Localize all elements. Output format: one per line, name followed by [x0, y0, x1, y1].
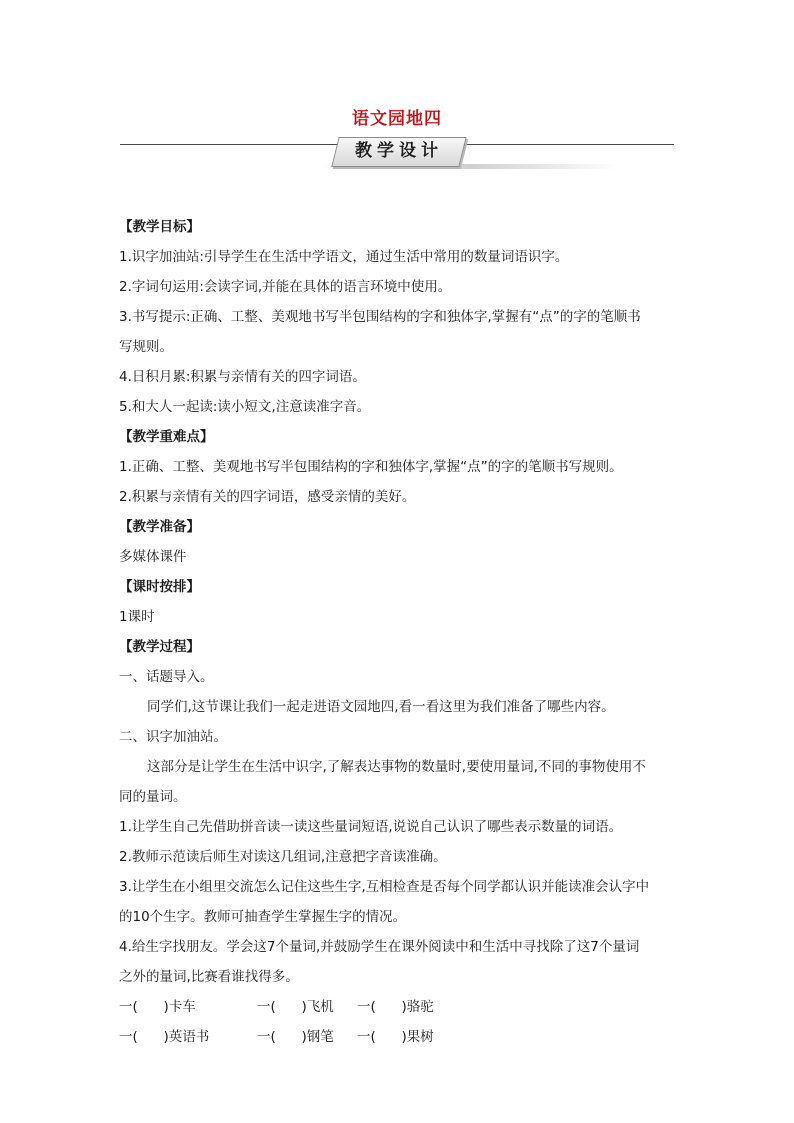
text-line: 的10个生字。教师可抽查学生掌握生字的情况。 [119, 909, 407, 925]
text-line: 2.字词句运用:会读字词,并能在具体的语言环境中使用。 [119, 279, 452, 295]
text-line: 同学们,这节课让我们一起走进语文园地四,看一看这里为我们准备了哪些内容。 [147, 699, 615, 715]
text-line: 3.让学生在小组里交流怎么记住这些生字,互相检查是否每个同学都认识并能读准会认字中 [119, 879, 650, 895]
fill-in-blank-item: 一( )飞机 [257, 999, 334, 1015]
text-line: 写规则。 [119, 339, 173, 355]
section-heading: 【课时按排】 [119, 579, 200, 595]
fill-in-blank-item: 一( )骆驼 [357, 999, 434, 1015]
text-line: 3.书写提示:正确、工整、美观地书写半包围结构的字和独体字,掌握有“点”的字的笔顺书 [119, 309, 641, 325]
text-line: 这部分是让学生在生活中识字,了解表达事物的数量时,要使用量词,不同的事物使用不 [147, 759, 646, 775]
page-title: 语文园地四 [352, 109, 442, 129]
fill-in-blank-item: 一( )卡车 [119, 999, 196, 1015]
fill-in-blank-item: 一( )钢笔 [257, 1029, 334, 1045]
text-line: 4.日积月累:积累与亲情有关的四字词语。 [119, 369, 366, 385]
text-line: 1.识字加油站:引导学生在生活中学语文，通过生活中常用的数量词语识字。 [119, 249, 569, 265]
section-heading: 【教学目标】 [119, 219, 200, 235]
section-heading: 【教学准备】 [119, 519, 200, 535]
text-line: 二、识字加油站。 [119, 729, 227, 745]
text-line: 2.积累与亲情有关的四字词语，感受亲情的美好。 [119, 489, 416, 505]
text-line: 多媒体课件 [119, 549, 187, 565]
text-line: 1.正确、工整、美观地书写半包围结构的字和独体字,掌握“点”的字的笔顺书写规则。 [119, 459, 623, 475]
text-line: 一、话题导入。 [119, 669, 214, 685]
fill-in-blank-row [119, 1022, 679, 1052]
section-banner [120, 134, 674, 174]
fill-in-blank-item: 一( )果树 [357, 1029, 434, 1045]
section-heading: 【教学过程】 [119, 639, 200, 655]
text-line: 1课时 [119, 609, 155, 625]
text-line: 之外的量词,比赛看谁找得多。 [119, 969, 299, 985]
fill-in-blank-item: 一( )英语书 [119, 1029, 210, 1045]
text-line: 1.让学生自己先借助拼音读一读这些量词短语,说说自己认识了哪些表示数量的词语。 [119, 819, 623, 835]
text-line: 2.教师示范读后师生对读这几组词,注意把字音读准确。 [119, 849, 447, 865]
fill-in-blank-row [119, 992, 679, 1022]
text-line: 5.和大人一起读:读小短文,注意读准字音。 [119, 399, 371, 415]
text-line: 4.给生字找朋友。学会这7个量词,并鼓励学生在课外阅读中和生活中寻找除了这7个量词 [119, 939, 640, 955]
text-line: 同的量词。 [119, 789, 187, 805]
section-heading: 【教学重难点】 [119, 429, 214, 445]
banner-label: 教学设计 [355, 141, 443, 161]
lesson-content [119, 212, 679, 1052]
